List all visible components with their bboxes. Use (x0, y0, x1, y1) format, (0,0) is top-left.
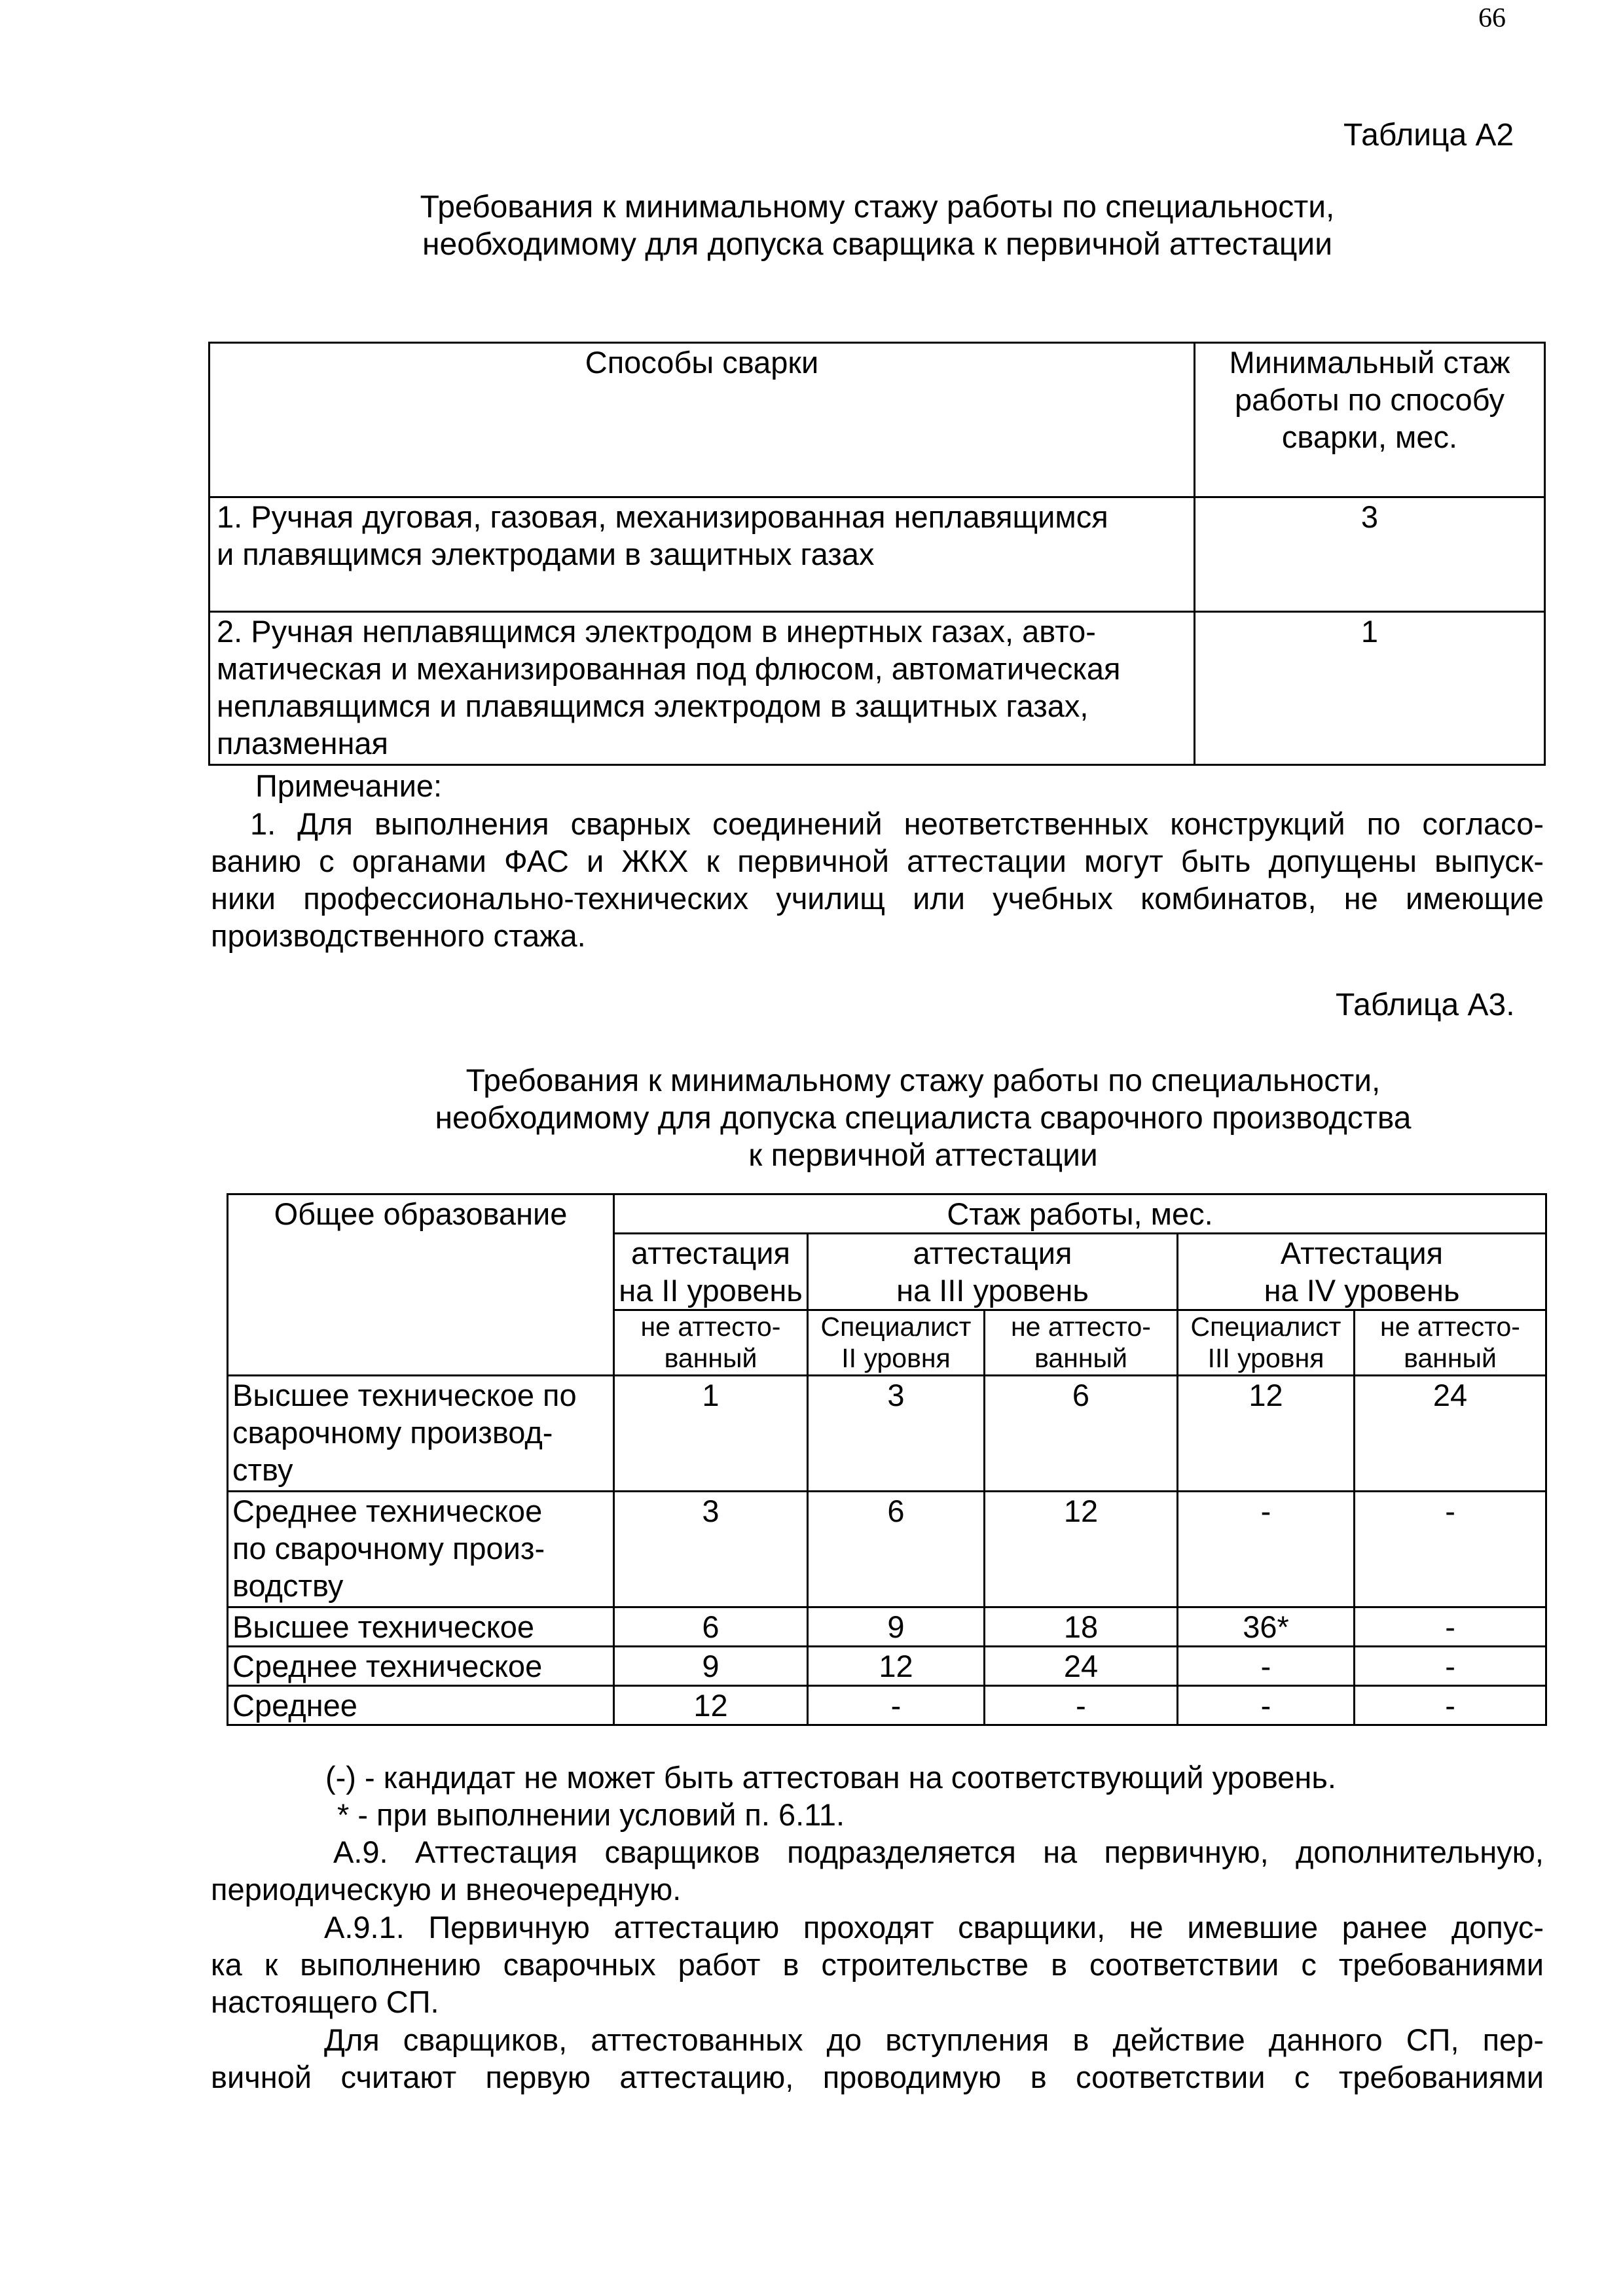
cell-line: Высшее техническое (232, 1609, 534, 1644)
footnote-dash: (-) - кандидат не может быть аттестован на соответствующий уровень. (325, 1760, 1336, 1795)
paragraph-line: периодическую и внеочередную. (211, 1872, 682, 1907)
cell-line: 2. Ручная неплавящимся электродом в инертных газах, авто- (217, 614, 1096, 649)
value-cell: 36* (1178, 1607, 1355, 1647)
header-text: на III уровень (896, 1273, 1089, 1308)
table-a3-header-level3 (808, 1234, 1178, 1310)
value-cell: - (1355, 1647, 1546, 1686)
value-cell: 18 (985, 1607, 1178, 1647)
paragraph-line: настоящего СП. (211, 1984, 439, 2019)
header-text: аттестация (913, 1236, 1072, 1270)
table-a3-title (354, 1062, 1493, 1174)
table-row (210, 612, 1545, 765)
header-text: III уровня (1207, 1343, 1324, 1373)
header-text: на IV уровень (1264, 1273, 1460, 1308)
header-text: Общее образование (274, 1196, 568, 1231)
cell-line: 1. Ручная дуговая, газовая, механизированная неплавящимся (217, 499, 1108, 534)
table-a2-title-line: Требования к минимальному стажу работы по специальности, (420, 190, 1335, 224)
header-text: не аттесто- (640, 1312, 781, 1342)
header-text: Минимальный стаж (1229, 345, 1510, 380)
value-cell: - (985, 1686, 1178, 1725)
table-a3-title-line: Требования к минимальному стажу работы по специальности, (465, 1064, 1381, 1098)
cell-line: сварочному производ- (232, 1415, 553, 1450)
value-cell: - (1355, 1686, 1546, 1725)
table-a2-title (367, 188, 1388, 263)
table-row (228, 1607, 1546, 1647)
value-cell: 12 (614, 1686, 808, 1725)
cell-line: и плавящимся электродами в защитных газах (217, 537, 875, 571)
header-text: ванный (664, 1343, 757, 1373)
table-row (228, 1492, 1546, 1607)
cell-line: Высшее техническое по (232, 1378, 577, 1412)
header-text: Специалист (820, 1312, 972, 1342)
table-a3-subheader (808, 1310, 985, 1376)
table-a3-subheader (614, 1310, 808, 1376)
value-cell: 9 (808, 1607, 985, 1647)
table-a3-subheader (985, 1310, 1178, 1376)
note-line: ники профессионально-технических училищ или учебных комбинатов, не имеющие (211, 881, 1544, 916)
table-a3-header-level2 (614, 1234, 808, 1310)
header-text: Аттестация (1280, 1236, 1444, 1270)
cell-line: плазменная (217, 726, 388, 761)
education-cell (228, 1647, 614, 1686)
table-row (228, 1376, 1546, 1492)
table-row (228, 1647, 1546, 1686)
page-number: 66 (1478, 3, 1506, 33)
value-cell: 3 (614, 1492, 808, 1607)
value-cell: - (808, 1686, 985, 1725)
table-a2-header-row (210, 343, 1545, 497)
table-a3 (227, 1193, 1547, 1726)
header-text: Стаж работы, мес. (947, 1196, 1213, 1231)
table-a2 (208, 342, 1546, 766)
paragraph-line: А.9.1. Первичную аттестацию проходят сварщики, не имевшие ранее допус- (324, 1910, 1544, 1945)
value-cell: 9 (614, 1647, 808, 1686)
value-cell: 24 (1355, 1376, 1546, 1492)
value-cell: 24 (985, 1647, 1178, 1686)
value-cell: 12 (1178, 1376, 1355, 1492)
value-cell: 6 (808, 1492, 985, 1607)
table-a2-title-line: необходимому для допуска сварщика к первичной аттестации (422, 227, 1333, 262)
education-cell (228, 1686, 614, 1725)
value-cell: - (1178, 1647, 1355, 1686)
note-line: ванию с органами ФАС и ЖКХ к первичной аттестации могут быть допущены выпуск- (211, 844, 1544, 878)
table-a3-caption: Таблица А3. (1336, 988, 1515, 1022)
value-cell: 6 (614, 1607, 808, 1647)
value-cell: - (1355, 1607, 1546, 1647)
header-text: аттестация (630, 1236, 791, 1270)
table-a2-method-cell (210, 497, 1195, 612)
value-cell: - (1355, 1492, 1546, 1607)
paragraph-line: А.9. Аттестация сварщиков подразделяется на первичную, дополнительную, (333, 1835, 1544, 1869)
table-a2-caption: Таблица А2 (1343, 118, 1514, 152)
cell-line: Среднее техническое (232, 1649, 543, 1683)
note-line: производственного стажа. (211, 918, 586, 953)
table-a2-method-cell (210, 612, 1195, 765)
header-text: ванный (1034, 1343, 1127, 1373)
table-a3-subheader (1178, 1310, 1355, 1376)
header-text: работы по способу (1235, 382, 1504, 417)
header-text: не аттесто- (1011, 1312, 1151, 1342)
paragraph-welders (211, 2021, 1544, 2096)
table-row (228, 1686, 1546, 1725)
education-cell (228, 1607, 614, 1647)
value-cell: 6 (985, 1376, 1178, 1492)
value-cell: - (1178, 1686, 1355, 1725)
cell-line: по сварочному произ- (232, 1531, 545, 1566)
education-cell (228, 1492, 614, 1607)
table-a2-months-cell: 1 (1195, 612, 1545, 765)
note-line: 1. Для выполнения сварных соединений неответственных конструкций по согласо- (250, 806, 1544, 841)
header-text: Специалист (1190, 1312, 1341, 1342)
paragraph-line: Для сварщиков, аттестованных до вступления в действие данного СП, пер- (324, 2022, 1544, 2057)
header-text: не аттесто- (1380, 1312, 1520, 1342)
paragraph-line: вичной считают первую аттестацию, проводимую в соответствии с требованиями (211, 2060, 1544, 2094)
cell-line: водству (232, 1568, 344, 1603)
education-cell (228, 1376, 614, 1492)
header-text: на II уровень (619, 1273, 803, 1308)
table-a3-title-line: к первичной аттестации (748, 1138, 1098, 1173)
table-a3-header-experience (614, 1194, 1546, 1234)
table-a2-months-cell: 3 (1195, 497, 1545, 612)
cell-line: Среднее (232, 1688, 357, 1723)
value-cell: - (1178, 1492, 1355, 1607)
table-a2-header-experience (1195, 343, 1545, 497)
header-text: ванный (1404, 1343, 1497, 1373)
table-a3-subheader (1355, 1310, 1546, 1376)
value-cell: 3 (808, 1376, 985, 1492)
paragraph-line: ка к выполнению сварочных работ в строительстве в соответствии с требованиями (211, 1947, 1544, 1982)
header-text: Способы сварки (585, 345, 819, 380)
table-a2-header-method (210, 343, 1195, 497)
cell-line: неплавящимся и плавящимся электродом в защитных газах, (217, 689, 1089, 723)
paragraph-a9 (211, 1833, 1544, 1908)
value-cell: 1 (614, 1376, 808, 1492)
cell-line: Среднее техническое (232, 1494, 543, 1528)
value-cell: 12 (985, 1492, 1178, 1607)
footnote-asterisk: * - при выполнении условий п. 6.11. (337, 1797, 845, 1832)
note-label: Примечание: (255, 768, 443, 803)
paragraph-a91 (211, 1909, 1544, 2020)
table-row (210, 497, 1545, 612)
value-cell: 12 (808, 1647, 985, 1686)
table-a3-header-level4 (1178, 1234, 1546, 1310)
table-a3-header-row (228, 1194, 1546, 1234)
cell-line: ству (232, 1452, 293, 1487)
note-text (211, 805, 1544, 954)
cell-line: матическая и механизированная под флюсом, автоматическая (217, 651, 1121, 686)
table-a3-title-line: необходимому для допуска специалиста сварочного производства (435, 1101, 1412, 1136)
table-a3-header-education (228, 1194, 614, 1376)
header-text: II уровня (841, 1343, 951, 1373)
header-text: сварки, мес. (1281, 420, 1458, 454)
